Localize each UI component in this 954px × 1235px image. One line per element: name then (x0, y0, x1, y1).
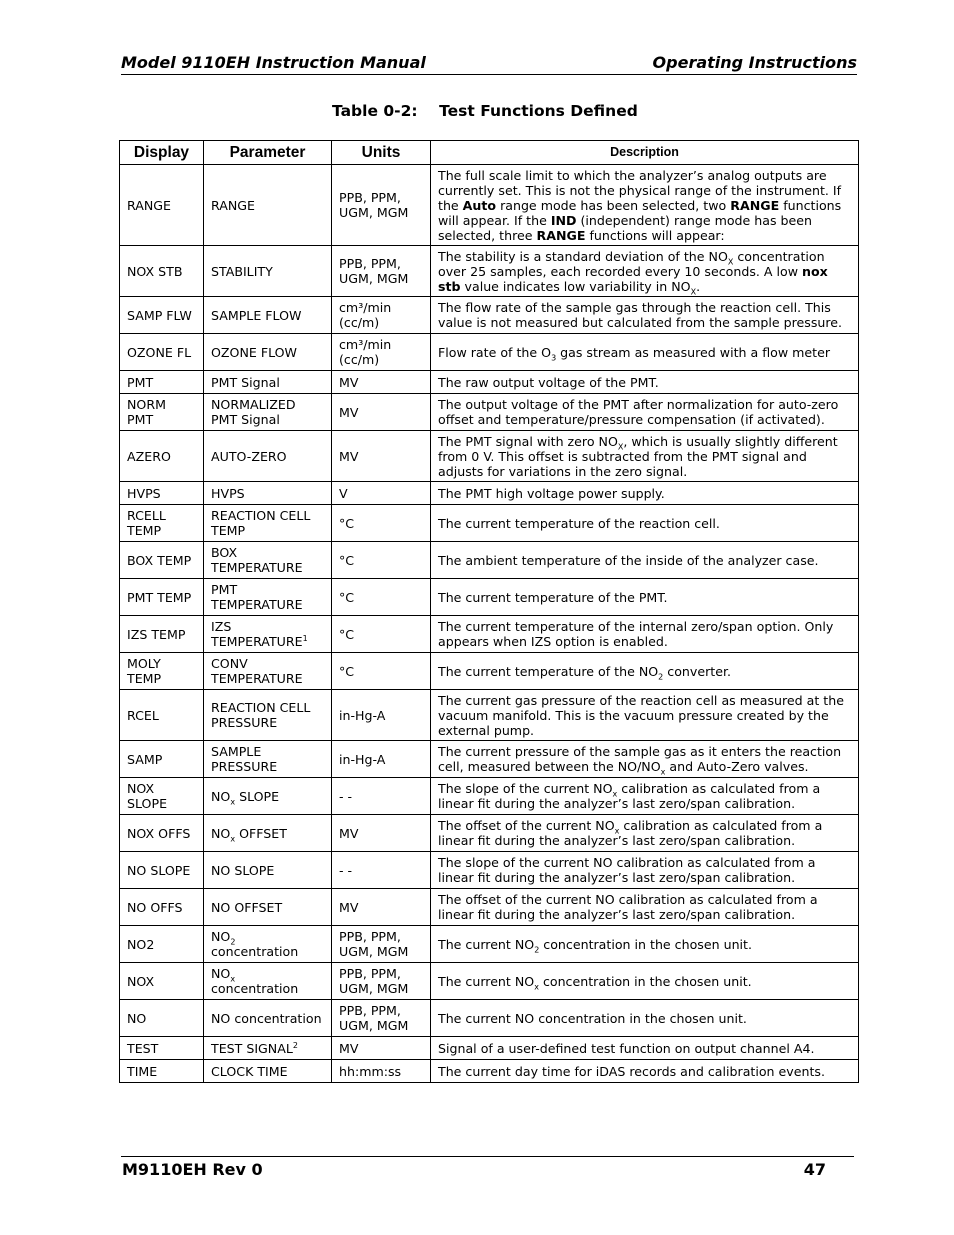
parameter-cell: TEST SIGNAL$^2$ (204, 1037, 332, 1060)
description-cell: The current NO concentration in the chosen unit. (431, 1000, 859, 1037)
units-cell: °C (332, 579, 431, 616)
display-cell: IZS TEMP (120, 616, 204, 653)
display-cell: TIME (120, 1060, 204, 1083)
display-cell: NOX STB (120, 246, 204, 297)
table-row (120, 1000, 859, 1037)
display-cell: RCELL TEMP (120, 505, 204, 542)
table-row (120, 1037, 859, 1060)
units-cell: - - (332, 778, 431, 815)
parameter-cell: $NO_x$ concentration (204, 963, 332, 1000)
display-cell: SAMP (120, 741, 204, 778)
table-row (120, 653, 859, 690)
units-cell: MV (332, 371, 431, 394)
parameter-cell: OZONE FLOW (204, 334, 332, 371)
units-cell: V (332, 482, 431, 505)
parameter-cell: NO SLOPE (204, 852, 332, 889)
table-row (120, 165, 859, 246)
display-cell: PMT TEMP (120, 579, 204, 616)
table-row (120, 542, 859, 579)
units-cell: MV (332, 1037, 431, 1060)
units-cell: PPB, PPM, UGM, MGM (332, 246, 431, 297)
units-cell: MV (332, 394, 431, 431)
parameter-cell: $NO_x$ SLOPE (204, 778, 332, 815)
parameter-cell: REACTION CELL PRESSURE (204, 690, 332, 741)
description-cell: The current day time for iDAS records and calibration events. (431, 1060, 859, 1083)
display-cell: NOX OFFS (120, 815, 204, 852)
display-cell: NO (120, 1000, 204, 1037)
display-cell: TEST (120, 1037, 204, 1060)
table-row (120, 1060, 859, 1083)
column-header-description: Description (431, 141, 859, 165)
units-cell: °C (332, 542, 431, 579)
units-cell: PPB, PPM, UGM, MGM (332, 165, 431, 246)
page-footer (121, 1156, 854, 1179)
description-cell: The raw output voltage of the PMT. (431, 371, 859, 394)
display-cell: PMT (120, 371, 204, 394)
column-header-display: Display (120, 141, 204, 165)
table-row (120, 431, 859, 482)
display-cell: MOLY TEMP (120, 653, 204, 690)
description-cell: The slope of the current $NO_x$ calibration as calculated from a linear fit during the analyzer’s last zero/span calibration. (431, 778, 859, 815)
parameter-cell: AUTO-ZERO (204, 431, 332, 482)
table-header-row (120, 141, 859, 165)
description-cell: The current pressure of the sample gas as it enters the reaction cell, measured between the $NO/NO_x$ and Auto-Zero valves. (431, 741, 859, 778)
parameter-cell: HVPS (204, 482, 332, 505)
units-cell: °C (332, 505, 431, 542)
description-cell: Signal of a user-defined test function on output channel A4. (431, 1037, 859, 1060)
column-header-parameter: Parameter (204, 141, 332, 165)
units-cell: MV (332, 889, 431, 926)
description-cell: The PMT high voltage power supply. (431, 482, 859, 505)
description-cell: The current temperature of the $NO_2$ converter. (431, 653, 859, 690)
display-cell: NO SLOPE (120, 852, 204, 889)
units-cell: - - (332, 852, 431, 889)
parameter-cell: CLOCK TIME (204, 1060, 332, 1083)
parameter-cell: STABILITY (204, 246, 332, 297)
column-header-units: Units (332, 141, 431, 165)
parameter-cell: NO OFFSET (204, 889, 332, 926)
parameter-cell: BOX TEMPERATURE (204, 542, 332, 579)
table-row (120, 690, 859, 741)
table-row (120, 334, 859, 371)
table-caption: Table 0-2: Test Functions Defined (332, 102, 638, 120)
units-cell: °C (332, 653, 431, 690)
table-row (120, 815, 859, 852)
description-cell: The flow rate of the sample gas through the reaction cell. This value is not measured but calculated from the sample pressure. (431, 297, 859, 334)
parameter-cell: SAMPLE FLOW (204, 297, 332, 334)
units-cell: in-Hg-A (332, 690, 431, 741)
table-row (120, 371, 859, 394)
description-cell: The current $NO_x$ concentration in the chosen unit. (431, 963, 859, 1000)
display-cell: NOX SLOPE (120, 778, 204, 815)
table-row (120, 963, 859, 1000)
section-title: Operating Instructions (652, 53, 857, 72)
units-cell: PPB, PPM, UGM, MGM (332, 1000, 431, 1037)
display-cell: SAMP FLW (120, 297, 204, 334)
units-cell: PPB, PPM, UGM, MGM (332, 926, 431, 963)
units-cell: MV (332, 431, 431, 482)
units-cell: cm³/min (cc/m) (332, 297, 431, 334)
table-row (120, 741, 859, 778)
display-cell: NO OFFS (120, 889, 204, 926)
table-row (120, 505, 859, 542)
parameter-cell: RANGE (204, 165, 332, 246)
description-cell: The current temperature of the PMT. (431, 579, 859, 616)
description-cell: The offset of the current NO calibration as calculated from a linear fit during the analyzer’s last zero/span calibration. (431, 889, 859, 926)
description-cell: The current temperature of the reaction cell. (431, 505, 859, 542)
description-cell: The stability is a standard deviation of the $NO_X$ concentration over 25 samples, each recorded every 10 seconds. A low nox stb value indicates low variability in $NO_X$. (431, 246, 859, 297)
units-cell: PPB, PPM, UGM, MGM (332, 963, 431, 1000)
display-cell: RANGE (120, 165, 204, 246)
display-cell: NOX (120, 963, 204, 1000)
description-cell: The full scale limit to which the analyzer’s analog outputs are currently set. This is not the physical range of the instrument. If the Auto range mode has been selected, two RANGE functions will appear. If the IND (independent) range mode has been selected, three RANGE functions will appear: (431, 165, 859, 246)
page-header (121, 52, 857, 75)
parameter-cell: IZS TEMPERATURE$^1$ (204, 616, 332, 653)
table-row (120, 778, 859, 815)
description-cell: The current $NO_2$ concentration in the chosen unit. (431, 926, 859, 963)
description-cell: The slope of the current NO calibration as calculated from a linear fit during the analyzer’s last zero/span calibration. (431, 852, 859, 889)
units-cell: cm³/min (cc/m) (332, 334, 431, 371)
display-cell: NORM PMT (120, 394, 204, 431)
parameter-cell: NO concentration (204, 1000, 332, 1037)
document-revision: M9110EH Rev 0 (122, 1160, 263, 1179)
parameter-cell: PMT TEMPERATURE (204, 579, 332, 616)
table-row (120, 297, 859, 334)
units-cell: hh:mm:ss (332, 1060, 431, 1083)
display-cell: HVPS (120, 482, 204, 505)
table-row (120, 482, 859, 505)
display-cell: RCEL (120, 690, 204, 741)
table-row (120, 579, 859, 616)
units-cell: in-Hg-A (332, 741, 431, 778)
units-cell: MV (332, 815, 431, 852)
description-cell: The offset of the current $NO_x$ calibration as calculated from a linear fit during the analyzer’s last zero/span calibration. (431, 815, 859, 852)
page-number: 47 (803, 1160, 826, 1179)
description-cell: The ambient temperature of the inside of the analyzer case. (431, 542, 859, 579)
parameter-cell: CONV TEMPERATURE (204, 653, 332, 690)
table-row (120, 852, 859, 889)
test-functions-table (119, 140, 859, 1083)
description-cell: The output voltage of the PMT after normalization for auto-zero offset and temperature/pressure compensation (if activated). (431, 394, 859, 431)
description-cell: The current gas pressure of the reaction cell as measured at the vacuum manifold. This is the vacuum pressure created by the external pump. (431, 690, 859, 741)
description-cell: Flow rate of the $O_3$ gas stream as measured with a flow meter (431, 334, 859, 371)
parameter-cell: NORMALIZED PMT Signal (204, 394, 332, 431)
parameter-cell: $NO_2$ concentration (204, 926, 332, 963)
units-cell: °C (332, 616, 431, 653)
table-row (120, 394, 859, 431)
display-cell: BOX TEMP (120, 542, 204, 579)
table-row (120, 616, 859, 653)
parameter-cell: SAMPLE PRESSURE (204, 741, 332, 778)
display-cell: AZERO (120, 431, 204, 482)
parameter-cell: $NO_x$ OFFSET (204, 815, 332, 852)
display-cell: NO2 (120, 926, 204, 963)
display-cell: OZONE FL (120, 334, 204, 371)
description-cell: The PMT signal with zero $NO_X$, which is usually slightly different from 0 V. This offset is subtracted from the PMT signal and adjusts for variations in the zero signal. (431, 431, 859, 482)
parameter-cell: REACTION CELL TEMP (204, 505, 332, 542)
parameter-cell: PMT Signal (204, 371, 332, 394)
table-row (120, 246, 859, 297)
description-cell: The current temperature of the internal zero/span option. Only appears when IZS option is enabled. (431, 616, 859, 653)
table-row (120, 926, 859, 963)
table-row (120, 889, 859, 926)
manual-title: Model 9110EH Instruction Manual (121, 53, 426, 72)
